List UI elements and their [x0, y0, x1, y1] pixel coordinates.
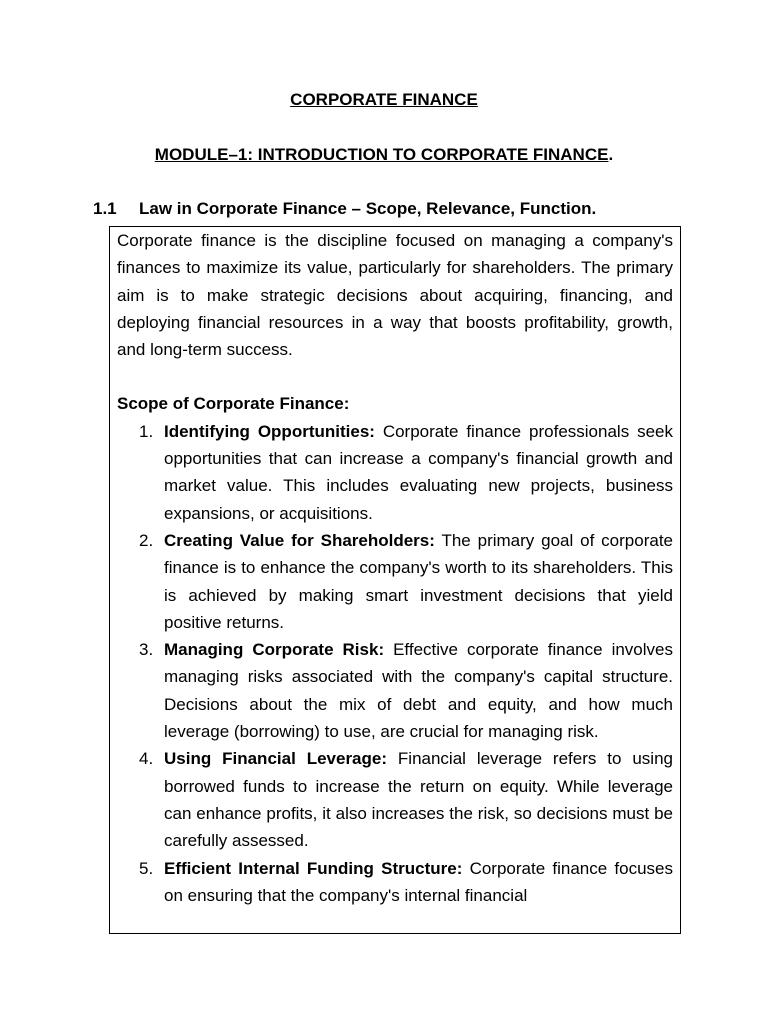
scope-list-item [117, 418, 673, 527]
scope-list-item [117, 527, 673, 636]
list-item-number: 1. [139, 421, 154, 441]
section-heading [93, 198, 596, 220]
list-item-number: 5. [139, 858, 154, 878]
list-item-number: 2. [139, 530, 154, 550]
scope-list-item [117, 855, 673, 910]
section-number: 1.1 [93, 199, 117, 218]
list-item-title: Creating Value for Shareholders: [164, 530, 435, 550]
intro-paragraph: Corporate finance is the discipline focused on managing a company's finances to maximize its value, particularly for shareholders. The primary aim is to make strategic decisions about acquiring, financing, and deploying financial resources in a way that boosts profitability, growth, and long-term success. [117, 231, 673, 360]
scope-list [117, 418, 673, 909]
document-title: CORPORATE FINANCE [290, 90, 478, 109]
list-item-text: Effective corporate finance involves managing risks associated with the company's capital structure. Decisions about the mix of debt and equity, and how much leverage (borrowing) to use, are crucial for managing risk. [164, 640, 673, 742]
scope-heading: Scope of Corporate Finance: [117, 394, 350, 414]
list-item-text: Corporate finance focuses on ensuring that the company's internal financial [164, 858, 673, 905]
list-item-title: Managing Corporate Risk: [164, 640, 385, 660]
list-item-number: 3. [139, 640, 154, 660]
module-title-text: MODULE–1: INTRODUCTION TO CORPORATE FINANCE [154, 145, 609, 164]
content-box [109, 226, 681, 934]
list-item-title: Using Financial Leverage: [164, 749, 388, 769]
list-item-text: Corporate finance professionals seek opportunities that can increase a company's financial growth and market value. This includes evaluating new projects, business expansions, or acquisitions. [164, 421, 673, 523]
section-heading-text: Law in Corporate Finance – Scope, Relevance, Function. [139, 199, 597, 218]
list-item-number: 4. [139, 749, 154, 769]
module-title [0, 144, 768, 166]
list-item-text: Financial leverage refers to using borrowed funds to increase the return on equity. While leverage can enhance profits, it also increases the risk, so decisions must be carefully assessed. [164, 749, 673, 851]
list-item-title: Identifying Opportunities: [164, 421, 375, 441]
list-item-text: The primary goal of corporate finance is to enhance the company's worth to its shareholders. This is achieved by making smart investment decisions that yield positive returns. [164, 530, 673, 632]
list-item-title: Efficient Internal Funding Structure: [164, 858, 463, 878]
scope-list-item [117, 745, 673, 854]
module-title-period: . [608, 145, 614, 164]
scope-list-item [117, 636, 673, 745]
